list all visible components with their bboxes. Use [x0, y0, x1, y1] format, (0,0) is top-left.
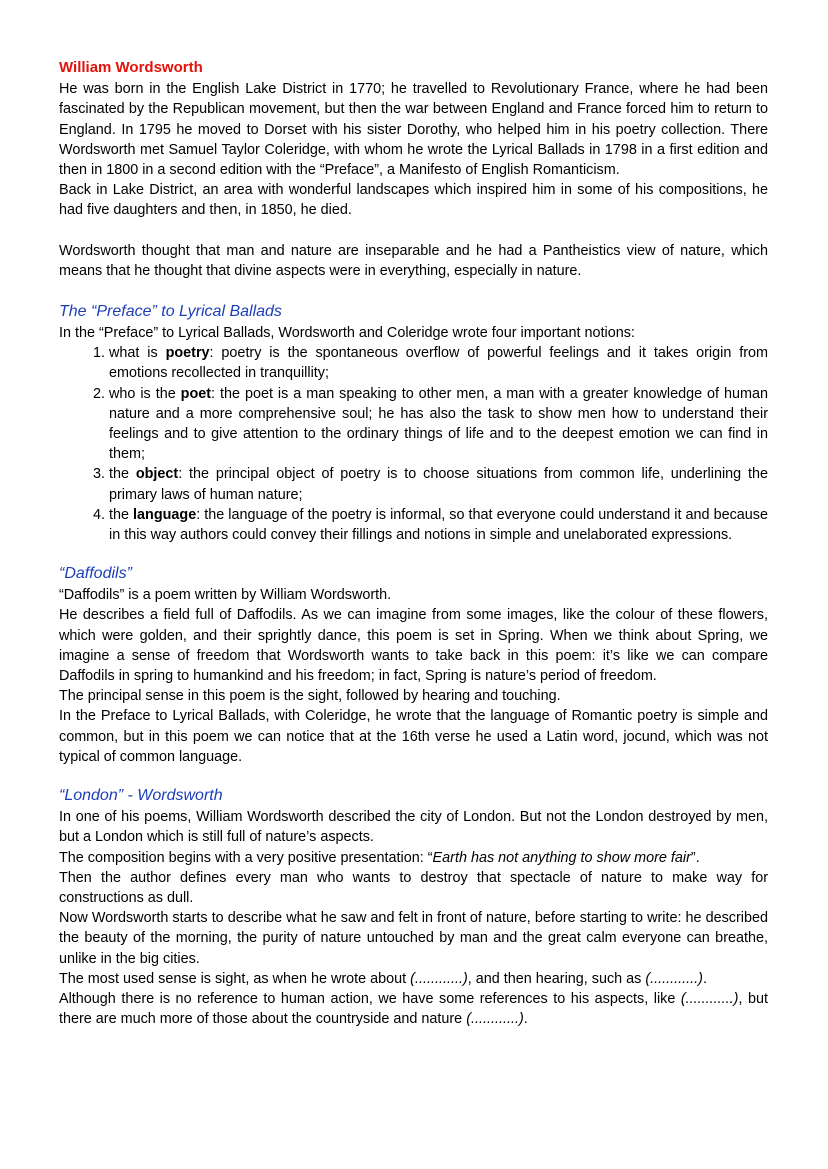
term-language: language: [133, 506, 197, 523]
term-object: object: [135, 466, 179, 483]
notions-list: [59, 343, 768, 545]
nature-paragraph: Wordsworth thought that man and nature are inseparable and he had a Pantheistics view of nature, which means that he thought that divine aspects were in everything, especially in nature.: [59, 242, 768, 279]
daffodils-paragraph-4: In the Preface to Lyrical Ballads, with Coleridge, he wrote that the language of Romantic poetry is simple and common, but in this poem we can notice that at the 16th verse he used a Latin word, jocund, which was not typical of common language.: [59, 708, 768, 765]
list-item: 4. the language: the language of the poetry is informal, so that everyone could understand it and because in this way authors could convey their fillings and notions in simple and unelaborated expressions.: [109, 505, 768, 545]
daffodils-paragraph-3: The principal sense in this poem is the sight, followed by hearing and touching.: [59, 688, 561, 705]
london-paragraph-5: The most used sense is sight, as when he wrote about (............), and then hearing, such as (............).: [59, 970, 707, 987]
term-poet: poet: [180, 385, 212, 402]
daffodils-heading: “Daffodils”: [59, 565, 132, 583]
list-item: 3. the object: the principal object of poetry is to choose situations from common life, underlining the primary laws of human nature;: [109, 464, 768, 504]
blank-placeholder: (............): [466, 1011, 524, 1028]
term-poetry: poetry: [165, 345, 210, 362]
blank-placeholder: (............): [645, 970, 703, 987]
daffodils-paragraph-2: He describes a field full of Daffodils. As we can imagine from some images, like the colour of these flowers, which were golden, and their sprightly dance, this poem is set in Spring. When we think about Spring, we imagine a sense of freedom that Wordsworth wants to take back in this poem: it’s like we can compare Daffodils in spring to humankind and his freedom; in fact, Spring is nature’s period of freedom.: [59, 607, 768, 685]
blank-placeholder: (............): [680, 990, 739, 1007]
poem-quote: Earth has not anything to show more fair: [432, 849, 691, 866]
london-paragraph-1: In one of his poems, William Wordsworth described the city of London. But not the London destroyed by men, but a London which is still full of nature’s aspects.: [59, 809, 768, 846]
daffodils-paragraph-1: “Daffodils” is a poem written by William Wordsworth.: [59, 587, 392, 604]
preface-intro: In the “Preface” to Lyrical Ballads, Wordsworth and Coleridge wrote four important notions:: [59, 325, 635, 342]
list-item: 2. who is the poet: the poet is a man speaking to other men, a man with a greater knowledge of human nature and a more comprehensive soul; he has also the task to show men how to understand their feelings and to give attention to the ordinary things of life and to the deepest emotion we can find in them;: [109, 384, 768, 465]
bio-paragraph-1: He was born in the English Lake District in 1770; he travelled to Revolutionary France, where he had been fascinated by the Republican movement, but then the war between England and France forced him to return to England. In 1795 he moved to Dorset with his sister Dorothy, who helped him in his poetry collection. There Wordsworth met Samuel Taylor Coleridge, with whom he wrote the Lyrical Ballads in 1798 in a first edition and then in 1800 in a second edition with the “Preface”, a Manifesto of English Romanticism.: [59, 81, 768, 179]
london-paragraph-3: Then the author defines every man who wants to destroy that spectacle of nature to make way for constructions as dull.: [59, 869, 768, 906]
london-paragraph-6: Although there is no reference to human action, we have some references to his aspects, like (............), but there are much more of those about the countryside and nature (............).: [59, 990, 768, 1028]
london-heading: “London” - Wordsworth: [59, 787, 223, 805]
london-paragraph-4: Now Wordsworth starts to describe what he saw and felt in front of nature, before starting to write: he described the beauty of the morning, the purity of nature untouched by man and the great calm everyone can breathe, unlike in the big cities.: [59, 910, 768, 967]
preface-heading: The “Preface” to Lyrical Ballads: [59, 303, 282, 321]
blank-placeholder: (............): [410, 970, 468, 987]
london-paragraph-2: The composition begins with a very positive presentation: “Earth has not anything to show more fair”.: [59, 849, 700, 866]
bio-paragraph-2: Back in Lake District, an area with wonderful landscapes which inspired him in some of his compositions, he had five daughters and then, in 1850, he died.: [59, 182, 768, 219]
document-title: William Wordsworth: [59, 59, 203, 76]
list-item: 1. what is poetry: poetry is the spontaneous overflow of powerful feelings and it takes origin from emotions recollected in tranquillity;: [109, 343, 768, 383]
